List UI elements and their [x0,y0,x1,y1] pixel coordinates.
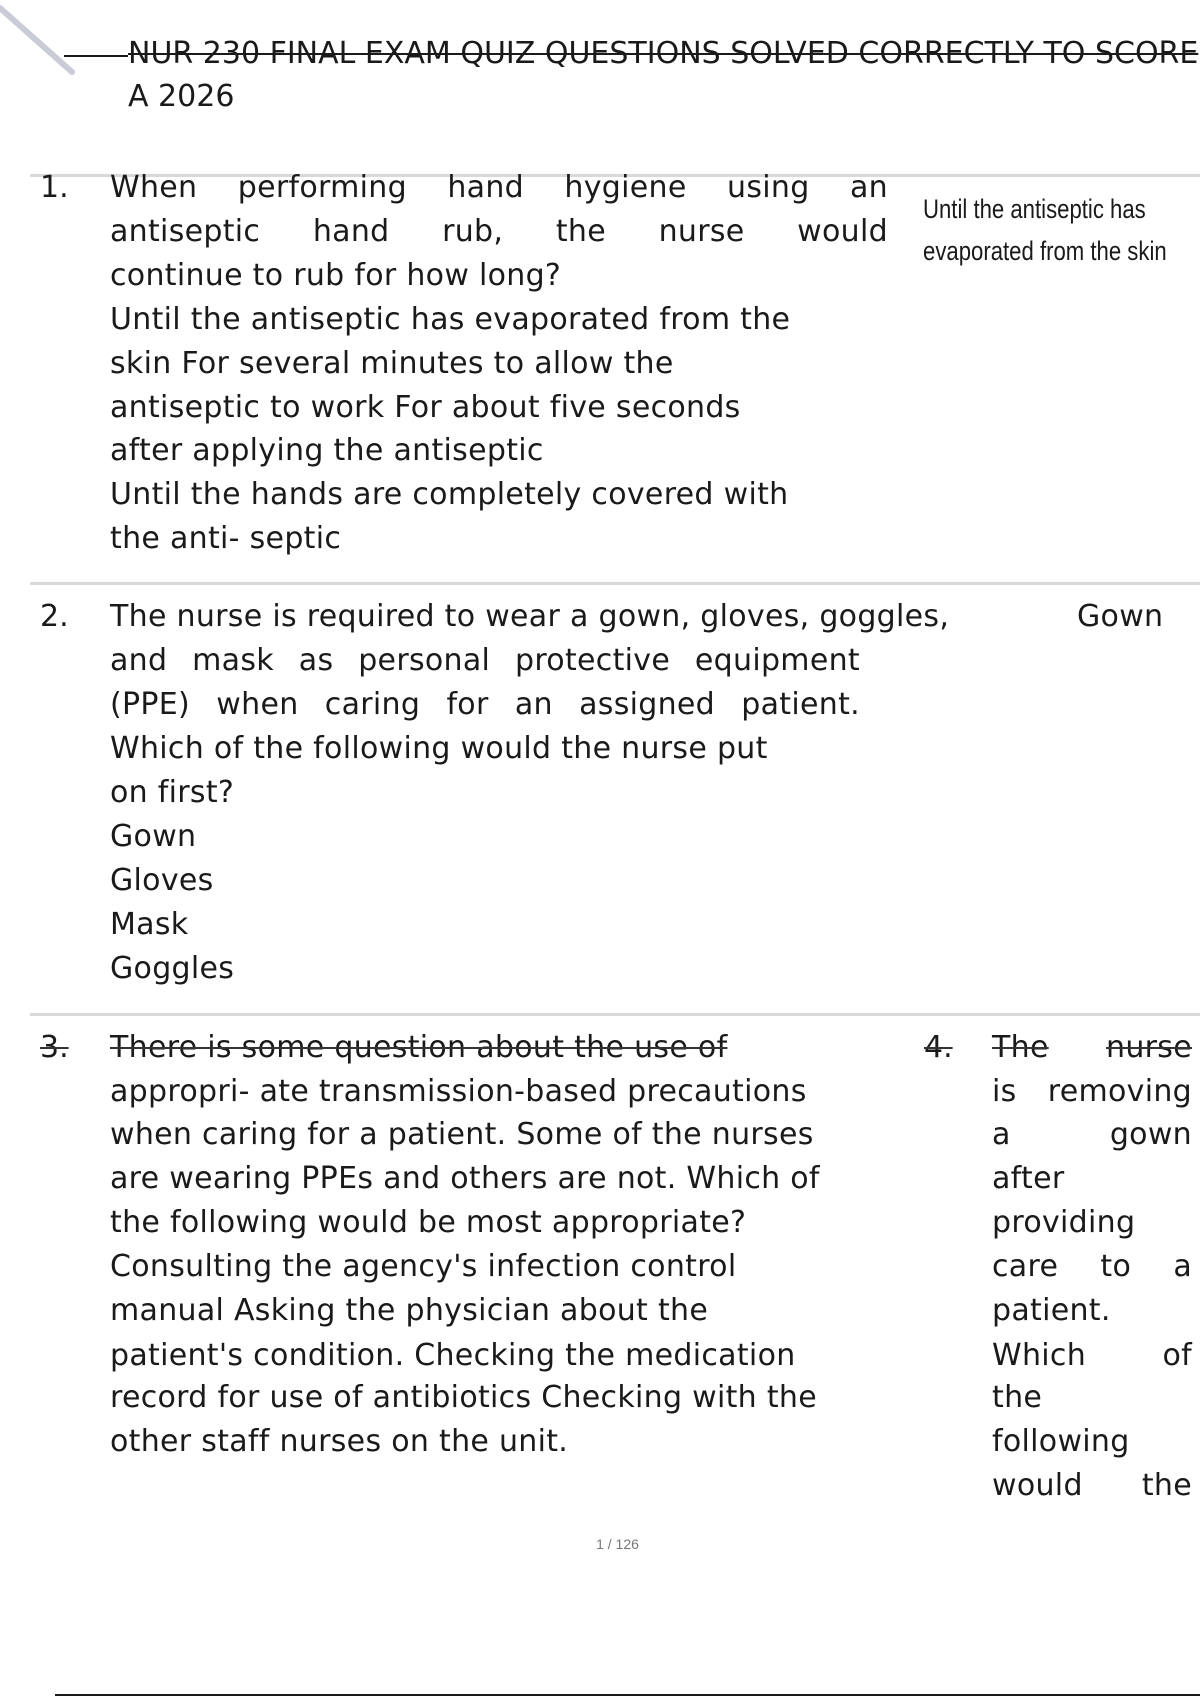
word: Which [992,1338,1087,1373]
word: equipment [694,643,860,678]
word: would [797,214,888,249]
question-number: 4. [924,1030,953,1065]
option-text: Mask [110,907,189,942]
question-text-line [992,1113,1192,1157]
word: a [1173,1249,1192,1284]
word: hygiene [564,170,687,205]
word: assigned [579,687,716,722]
question-text-line [992,1245,1192,1289]
answer-text-line: Gown [1077,599,1164,634]
word: the [555,214,606,249]
document-title-line-2: A 2026 [128,79,235,114]
question-text-line: following [992,1424,1130,1459]
question-text-line [110,683,860,727]
question-text-line: There is some question about the use of [110,1030,728,1065]
question-text-line [110,166,888,210]
question-number: 3. [40,1030,69,1065]
word: When [110,170,198,205]
question-text-line: patient's condition. Checking the medication [110,1338,796,1373]
corner-fold-mark [0,0,80,80]
word: caring [324,687,421,722]
word: for [446,687,489,722]
question-text-line: Until the hands are completely covered with [110,477,789,512]
word: (PPE) [110,687,191,722]
question-text-line: Which of the following would the nurse put [110,731,768,766]
word: nurse [1106,1030,1192,1065]
word: using [727,170,810,205]
row-separator [30,1013,1200,1016]
answer-text-line: Until the antiseptic has [923,194,1146,224]
title-rule [64,55,128,57]
row-separator [30,582,1200,585]
page-number: 1 / 126 [596,1536,639,1552]
question-text-line [110,210,888,254]
word: the [1141,1468,1192,1503]
word: of [1162,1338,1192,1373]
word: and [110,643,168,678]
question-text-line: patient. [992,1293,1111,1328]
question-text-line: other staff nurses on the unit. [110,1424,569,1459]
word: The [992,1030,1049,1065]
question-text-line [992,1070,1192,1114]
question-text-line: antiseptic to work For about five seconds [110,390,741,425]
word: is [992,1074,1017,1109]
word: an [514,687,553,722]
bottom-rule [55,1694,1200,1696]
option-text: Goggles [110,951,235,986]
word: removing [1047,1074,1192,1109]
option-text: Gown [110,819,197,854]
word: an [849,170,888,205]
word: when [216,687,299,722]
question-text-line: the anti- septic [110,521,342,556]
question-text-line [110,639,860,683]
question-text-line: providing [992,1205,1136,1240]
question-text-line: after applying the antiseptic [110,433,544,468]
question-text-line: continue to rub for how long? [110,258,562,293]
question-number: 2. [40,599,69,634]
word: antiseptic [110,214,261,249]
word: rub, [442,214,504,249]
word: would [992,1468,1083,1503]
document-title-line-1: NUR 230 FINAL EXAM QUIZ QUESTIONS SOLVED CORRECTLY TO SCORE [128,36,1199,71]
word: patient. [741,687,860,722]
word: care [992,1249,1059,1284]
question-text-line [992,1464,1192,1508]
option-text: Gloves [110,863,214,898]
question-text-line: on first? [110,775,235,810]
answer-text-line: evaporated from the skin [923,236,1167,266]
question-text-line: after [992,1161,1065,1196]
question-text-line: Until the antiseptic has evaporated from the [110,302,791,337]
question-text-line: Consulting the agency's infection control [110,1249,737,1284]
word: as [298,643,334,678]
question-text-line: The nurse is required to wear a gown, gloves, goggles, [110,599,950,634]
word: gown [1109,1117,1192,1152]
word: to [1100,1249,1132,1284]
word: protective [514,643,671,678]
word: nurse [658,214,745,249]
question-text-line [992,1334,1192,1378]
question-text-line: skin For several minutes to allow the [110,346,674,381]
word: a [992,1117,1011,1152]
word: personal [358,643,491,678]
question-text-line: are wearing PPEs and others are not. Which of [110,1161,820,1196]
word: hand [447,170,524,205]
question-text-line: record for use of antibiotics Checking with the [110,1380,817,1415]
question-text-line: when caring for a patient. Some of the nurses [110,1117,814,1152]
word: mask [192,643,274,678]
question-text-line: the [992,1380,1043,1415]
word: hand [312,214,390,249]
word: performing [237,170,407,205]
question-number: 1. [40,170,69,205]
question-text-line: the following would be most appropriate? [110,1205,747,1240]
question-text-line: manual Asking the physician about the [110,1293,709,1328]
question-text-line [992,1026,1192,1070]
question-text-line: appropri- ate transmission-based precautions [110,1074,807,1109]
